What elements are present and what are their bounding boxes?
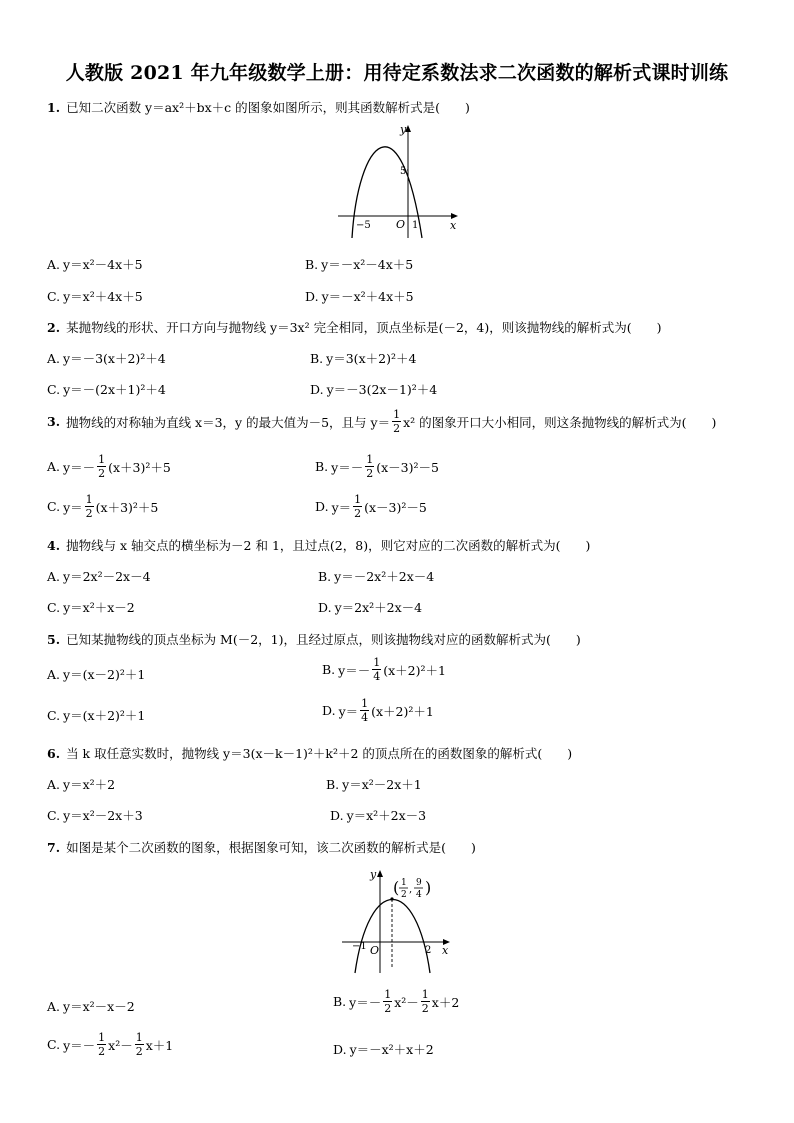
tick-label-2: 2 [425, 945, 432, 956]
option-a[interactable]: A. y＝x²－x－2 [47, 998, 135, 1014]
question-text: 抛物线与 x 轴交点的横坐标为－2 和 1，且过点(2，8)，则它对应的二次函数的解析式为( ) [66, 538, 591, 553]
question-number: 1. [47, 100, 61, 115]
option-c[interactable]: C. y＝x²＋4x＋5 [47, 288, 143, 304]
question-4 [47, 536, 590, 554]
option-c[interactable]: C. y＝x²－2x＋3 [47, 807, 143, 823]
x-axis-label: x [442, 944, 449, 957]
question-text: 已知二次函数 y＝ax²＋bx＋c 的图象如图所示，则其函数解析式是( ) [66, 100, 470, 115]
option-text-start: y＝－ [338, 662, 371, 678]
option-text-end: x＋1 [145, 1037, 174, 1053]
denominator: 2 [85, 507, 93, 520]
option-a[interactable]: A. y＝－ $\frac{1}{2}$ (x＋3)²＋5 [47, 453, 171, 480]
denominator: 4 [373, 670, 381, 683]
question-number: 3. [47, 414, 61, 429]
y-axis-arrow [377, 870, 383, 877]
question-number: 5. [47, 632, 61, 647]
denominator: 4 [361, 711, 369, 724]
denominator: 2 [366, 467, 374, 480]
question-7 [47, 838, 476, 856]
numerator: 1 [98, 1031, 106, 1044]
question-number: 2. [47, 320, 61, 335]
denominator: 2 [354, 507, 362, 520]
question-number: 7. [47, 840, 61, 855]
fraction [353, 493, 362, 520]
option-text-end: (x－3)²－5 [364, 499, 427, 515]
denominator: 2 [98, 467, 106, 480]
option-d[interactable]: D. y＝ $\frac{1}{2}$ (x－3)²－5 [315, 493, 427, 520]
vertex-point [390, 897, 393, 900]
option-text: y＝2x²－2x－4 [63, 569, 151, 584]
fraction [85, 493, 94, 520]
fraction [365, 453, 374, 480]
question-2 [47, 318, 662, 336]
option-b[interactable]: B. y＝－ $\frac{1}{2}$ x²－ $\frac{1}{2}$ x＋2 [333, 988, 460, 1015]
q7-parabola-graph [336, 865, 456, 977]
option-text: y＝－2x²＋2x－4 [334, 569, 435, 584]
q1-parabola-graph [330, 120, 465, 242]
numerator: 1 [135, 1031, 143, 1044]
question-text: 如图是某个二次函数的图象，根据图象可知，该二次函数的解析式是( ) [66, 840, 476, 855]
tick-label-1: 1 [412, 220, 419, 231]
fraction [372, 656, 381, 683]
option-text-end: (x＋3)²＋5 [108, 459, 171, 475]
question-5 [47, 630, 581, 648]
option-c[interactable]: C. y＝ $\frac{1}{2}$ (x＋3)²＋5 [47, 493, 159, 520]
question-number: 6. [47, 746, 61, 761]
option-text-start: y＝ [338, 703, 359, 719]
tick-label-neg1: −1 [352, 941, 367, 952]
numerator: 1 [361, 697, 369, 710]
option-a[interactable]: A. y＝－3(x＋2)²＋4 [47, 350, 166, 366]
numerator: 1 [373, 656, 381, 669]
vertex-x-numerator: 1 [401, 878, 407, 888]
question-text: 当 k 取任意实数时，抛物线 y＝3(x－k－1)²＋k²＋2 的顶点所在的函数图象的解析式( ) [66, 746, 573, 761]
option-a[interactable]: A. y＝(x－2)²＋1 [47, 666, 146, 682]
option-text: y＝－(2x＋1)²＋4 [63, 382, 166, 397]
question-text-start: 抛物线的对称轴为直线 x＝3，y 的最大值为－5，且与 y＝ [66, 414, 391, 430]
option-text-end: (x＋2)²＋1 [383, 662, 446, 678]
vertex-y-denominator: 4 [416, 890, 422, 900]
option-d[interactable]: D. y＝2x²＋2x－4 [318, 599, 423, 615]
question-6 [47, 744, 572, 762]
origin-label: O [396, 218, 406, 231]
option-c[interactable]: C. y＝－ $\frac{1}{2}$ x²－ $\frac{1}{2}$ x＋1 [47, 1031, 174, 1058]
denominator: 2 [135, 1045, 143, 1058]
y-axis-label: y [400, 123, 407, 136]
option-d[interactable]: D. y＝－3(2x－1)²＋4 [310, 381, 438, 397]
option-c[interactable]: C. y＝x²＋x－2 [47, 599, 135, 615]
option-text-start: y＝ [63, 499, 83, 515]
option-d[interactable]: D. y＝－x²＋x＋2 [333, 1041, 434, 1057]
option-text: y＝3(x＋2)²＋4 [326, 351, 417, 366]
option-d[interactable]: D. y＝x²＋2x－3 [330, 807, 427, 823]
fraction [135, 1031, 144, 1058]
fraction [392, 408, 401, 435]
question-text: 已知某抛物线的顶点坐标为 M(－2，1)，且经过原点，则该抛物线对应的函数解析式为( ) [66, 632, 581, 647]
option-b[interactable]: B. y＝3(x＋2)²＋4 [310, 350, 417, 366]
option-c[interactable]: C. y＝－(2x＋1)²＋4 [47, 381, 166, 397]
option-a[interactable]: A. y＝x²－4x＋5 [47, 256, 143, 272]
y-axis-label: y [370, 868, 377, 881]
option-text-start: y＝－ [349, 994, 382, 1010]
tick-label-5: 5 [400, 166, 407, 177]
tick-label-neg5: −5 [356, 220, 371, 231]
option-text-end: (x－3)²－5 [376, 459, 439, 475]
option-text: y＝(x＋2)²＋1 [63, 708, 146, 723]
numerator: 1 [421, 988, 429, 1001]
fraction [383, 988, 392, 1015]
vertex-y-numerator: 9 [416, 878, 422, 888]
numerator: 1 [384, 988, 392, 1001]
vertex-label-comma: , [409, 884, 413, 895]
question-1 [47, 98, 470, 116]
option-b[interactable]: B. y＝－ $\frac{1}{2}$ (x－3)²－5 [315, 453, 439, 480]
question-text-end: x² 的图象开口大小相同，则这条抛物线的解析式为( ) [403, 414, 717, 430]
option-text-start: y＝－ [63, 1037, 96, 1053]
denominator: 2 [421, 1002, 429, 1015]
numerator: 1 [98, 453, 106, 466]
option-text: y＝2x²＋2x－4 [334, 600, 423, 615]
option-d[interactable]: D. y＝ $\frac{1}{4}$ (x＋2)²＋1 [322, 697, 434, 724]
option-text: y＝x²－x－2 [63, 999, 135, 1014]
numerator: 1 [85, 493, 93, 506]
vertex-x-denominator: 2 [401, 890, 407, 900]
option-b[interactable]: B. y＝－2x²＋2x－4 [318, 568, 435, 584]
question-3 [47, 408, 716, 435]
option-a[interactable]: A. y＝2x²－2x－4 [47, 568, 151, 584]
option-text: y＝x²＋x－2 [63, 600, 135, 615]
option-text: y＝x²＋4x＋5 [63, 289, 143, 304]
option-text: y＝－3(2x－1)²＋4 [326, 382, 438, 397]
option-text: y＝x²＋2 [63, 777, 116, 792]
denominator: 2 [393, 422, 401, 435]
option-text: y＝－x²－4x＋5 [321, 257, 414, 272]
option-text: y＝x²－2x＋3 [63, 808, 143, 823]
numerator: 1 [366, 453, 374, 466]
option-text: y＝－x²＋4x＋5 [321, 289, 414, 304]
option-text-mid: x²－ [394, 994, 419, 1010]
numerator: 1 [354, 493, 362, 506]
x-axis-label: x [450, 219, 457, 232]
parabola-curve [355, 900, 430, 974]
option-text-end: (x＋2)²＋1 [371, 703, 434, 719]
option-text: y＝－x²＋x＋2 [349, 1042, 434, 1057]
option-b[interactable]: B. y＝－x²－4x＋5 [305, 256, 414, 272]
option-text-start: y＝－ [331, 459, 364, 475]
origin-label: O [370, 944, 380, 957]
page-title: 人教版 2021 年九年级数学上册：用待定系数法求二次函数的解析式课时训练 [65, 62, 729, 84]
option-text-end: (x＋3)²＋5 [95, 499, 159, 515]
option-text-start: y＝ [331, 499, 352, 515]
fraction [97, 453, 106, 480]
option-text: y＝(x－2)²＋1 [63, 667, 146, 682]
question-number: 4. [47, 538, 61, 553]
fraction [360, 697, 369, 724]
option-b[interactable]: B. y＝－ $\frac{1}{4}$ (x＋2)²＋1 [322, 656, 446, 683]
option-text: y＝－3(x＋2)²＋4 [63, 351, 166, 366]
numerator: 1 [393, 408, 401, 421]
option-text: y＝x²－4x＋5 [63, 257, 143, 272]
option-c[interactable]: C. y＝(x＋2)²＋1 [47, 707, 146, 723]
denominator: 2 [384, 1002, 392, 1015]
option-text: y＝x²－2x＋1 [342, 777, 422, 792]
fraction [421, 988, 430, 1015]
option-text-start: y＝－ [63, 459, 96, 475]
option-a[interactable]: A. y＝x²＋2 [47, 776, 116, 792]
option-b[interactable]: B. y＝x²－2x＋1 [326, 776, 422, 792]
vertex-label-lparen: ( [393, 878, 400, 897]
fraction [97, 1031, 106, 1058]
denominator: 2 [98, 1045, 106, 1058]
option-d[interactable]: D. y＝－x²＋4x＋5 [305, 288, 414, 304]
vertex-label-rparen: ) [425, 878, 432, 897]
option-text-end: x＋2 [431, 994, 460, 1010]
option-text-mid: x²－ [108, 1037, 133, 1053]
option-text: y＝x²＋2x－3 [346, 808, 427, 823]
question-text: 某抛物线的形状、开口方向与抛物线 y＝3x² 完全相同，顶点坐标是(－2，4)，则该抛物线的解析式为( ) [66, 320, 662, 335]
